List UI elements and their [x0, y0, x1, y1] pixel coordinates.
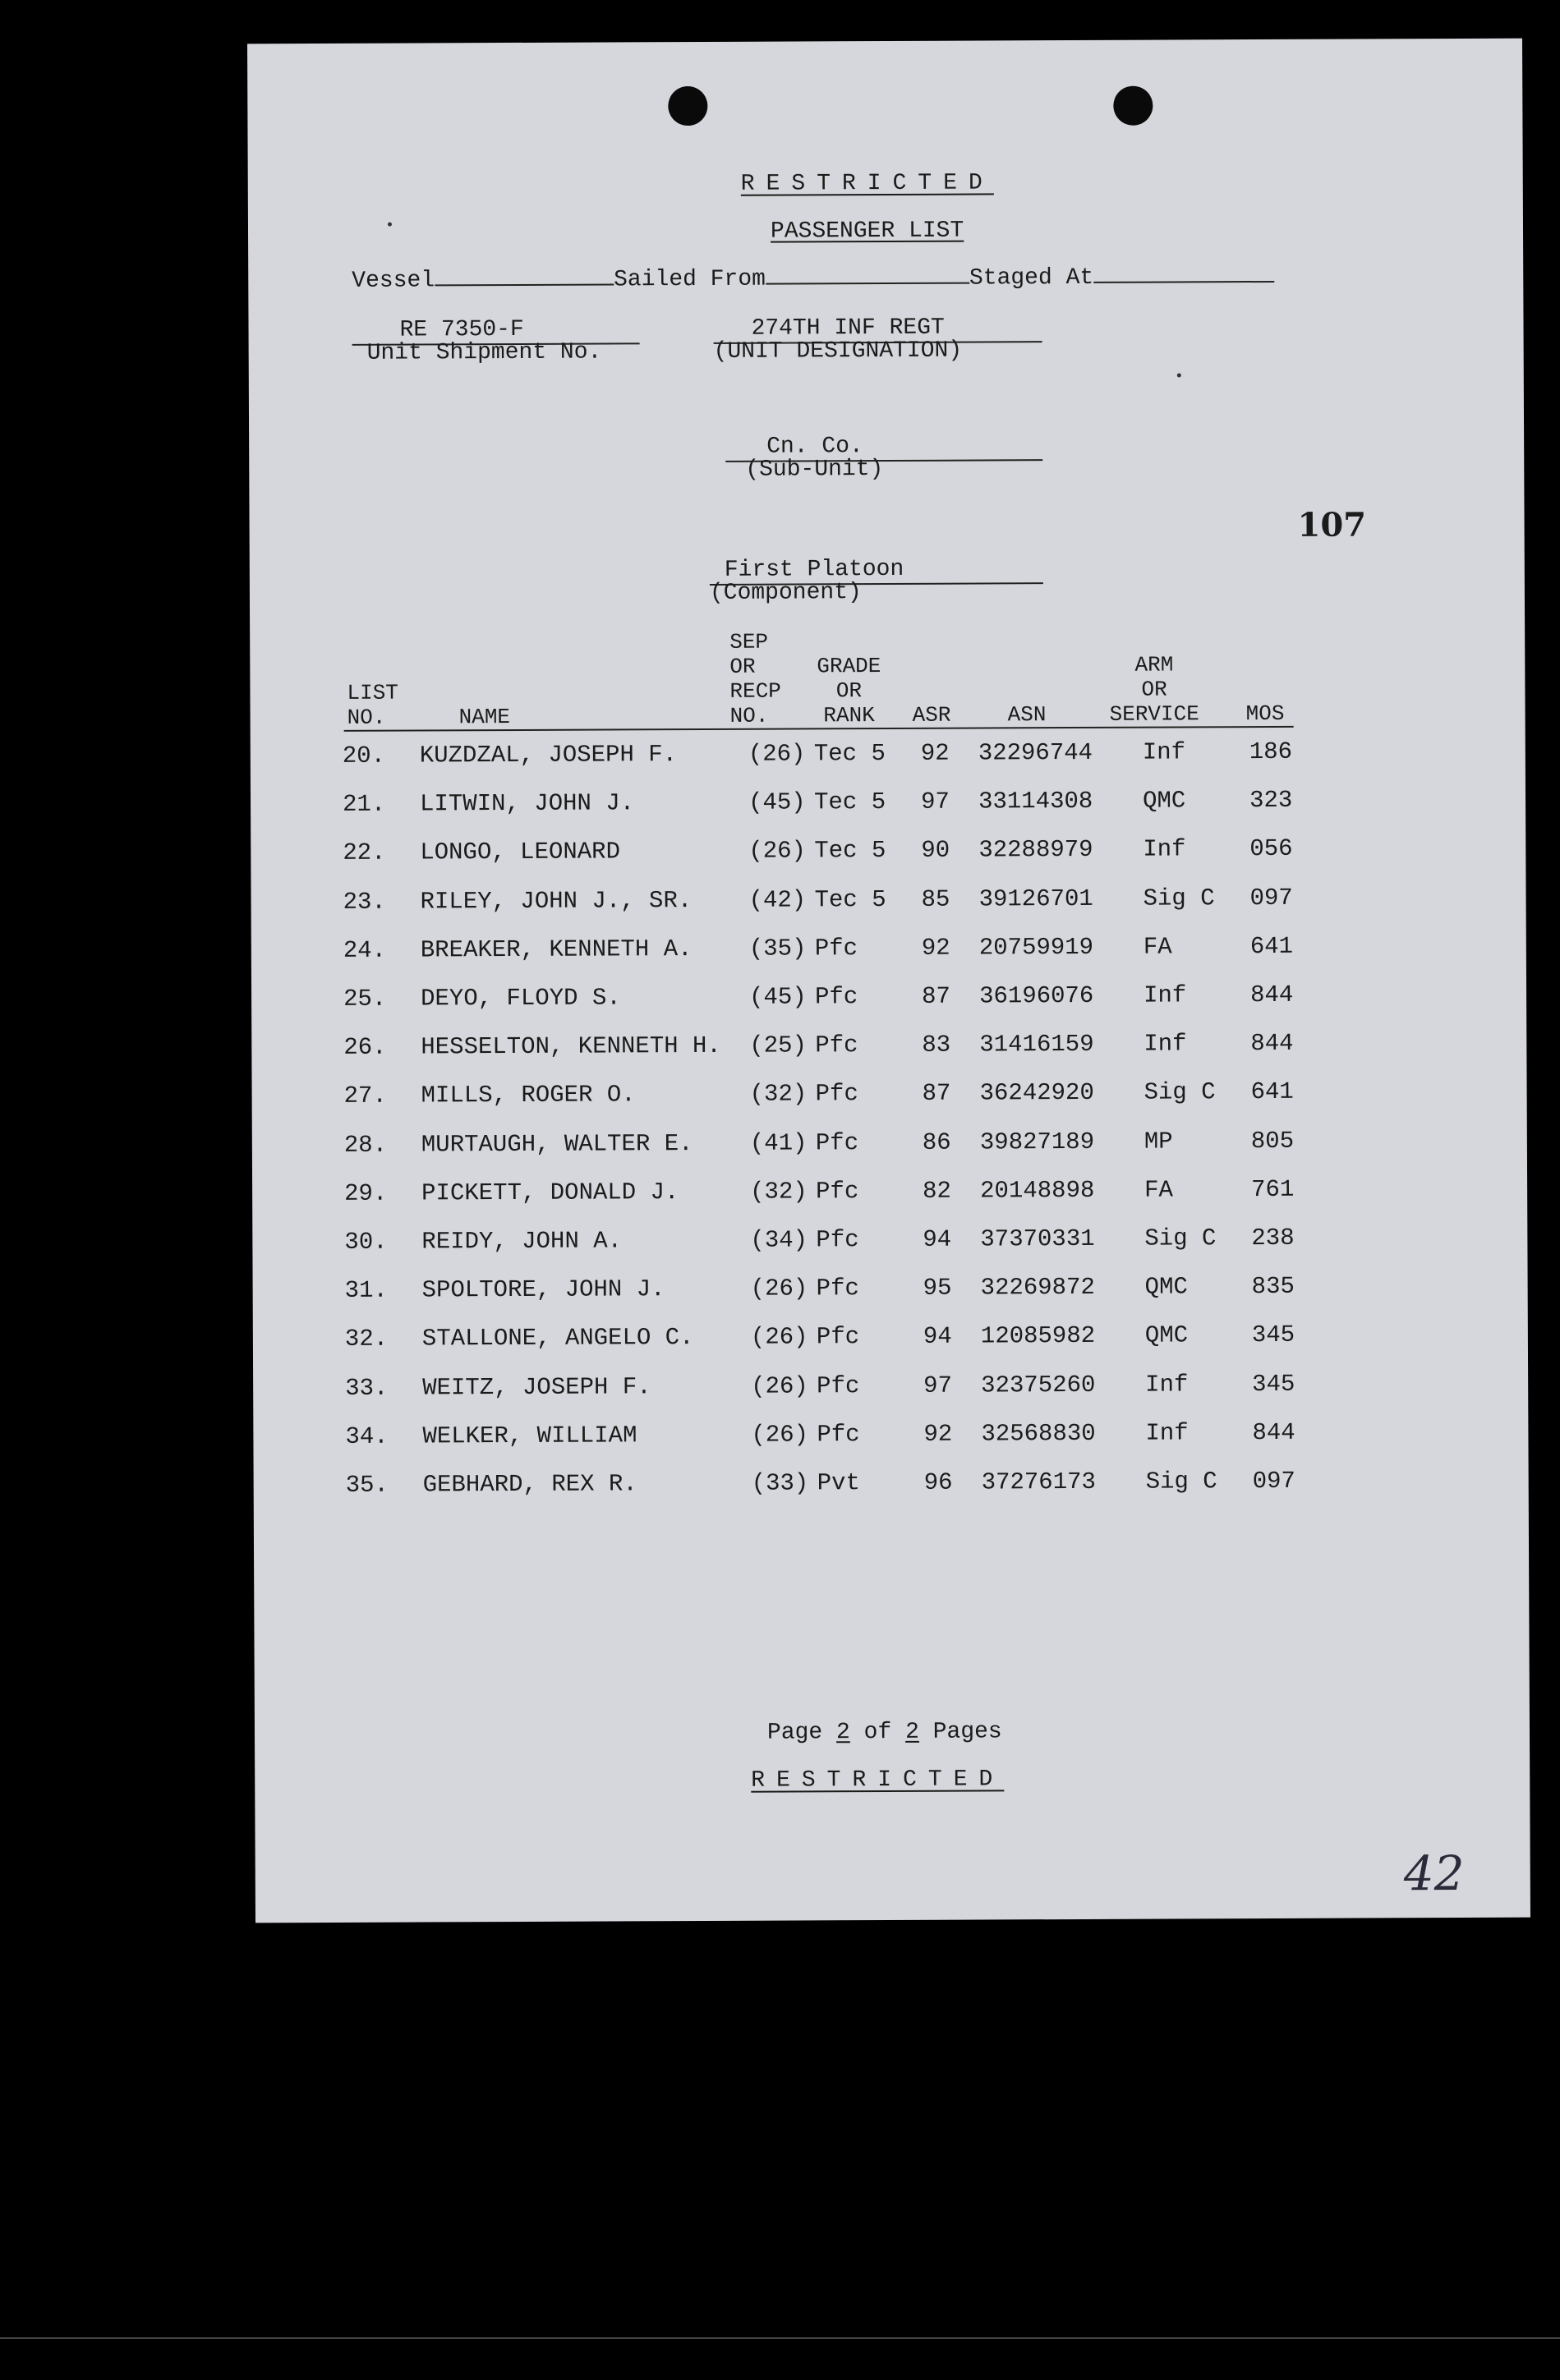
mos-cell: 761 — [1251, 1175, 1295, 1203]
sep-cell: (32) — [749, 1080, 808, 1109]
sep-cell: (26) — [750, 1323, 808, 1352]
name-cell: WELKER, WILLIAM — [422, 1422, 637, 1450]
arm-cell: FA — [1143, 933, 1172, 961]
component-label: (Component) — [709, 580, 862, 606]
col-header-asr: ASR — [912, 702, 951, 728]
asr-cell: 92 — [920, 739, 950, 767]
passenger-table — [343, 728, 1302, 1509]
name-cell: HESSELTON, KENNETH H. — [421, 1032, 721, 1061]
name-cell: DEYO, FLOYD S. — [421, 984, 621, 1013]
list-no-cell: 34. — [345, 1422, 389, 1450]
name-cell: GEBHARD, REX R. — [422, 1470, 637, 1499]
col-header-grade: GRADE OR RANK — [817, 654, 881, 728]
asn-cell: 36242920 — [979, 1079, 1094, 1107]
sep-cell: (41) — [749, 1129, 808, 1157]
asn-cell: 37370331 — [980, 1224, 1095, 1253]
list-no-cell: 22. — [343, 839, 386, 867]
asn-cell: 33114308 — [978, 788, 1093, 816]
table-row — [343, 922, 1300, 975]
page-count: Page 2 of 2 Pages — [766, 1719, 1002, 1746]
mos-cell: 844 — [1252, 1418, 1295, 1446]
table-row — [343, 1068, 1300, 1120]
col-header-name: NAME — [458, 705, 511, 730]
asr-cell: 96 — [923, 1468, 953, 1496]
sep-cell: (26) — [751, 1371, 808, 1400]
arm-cell: Sig C — [1143, 884, 1215, 912]
asr-cell: 90 — [921, 837, 950, 865]
name-cell: SPOLTORE, JOHN J. — [421, 1275, 665, 1304]
arm-cell: QMC — [1144, 1321, 1189, 1349]
name-cell: MILLS, ROGER O. — [421, 1081, 636, 1110]
punch-hole — [668, 86, 707, 126]
arm-cell: Inf — [1143, 835, 1186, 864]
asn-cell: 20759919 — [978, 933, 1094, 962]
grade-cell: Tec 5 — [814, 885, 886, 914]
table-row — [343, 825, 1299, 877]
sub-unit-value: Cn. Co. — [766, 434, 863, 460]
name-cell: PICKETT, DONALD J. — [421, 1178, 679, 1207]
unit-shipment-value: RE 7350-F — [399, 316, 524, 343]
mos-cell: 097 — [1249, 884, 1293, 912]
scan-edge-line — [0, 2337, 1560, 2339]
list-no-cell: 25. — [343, 985, 387, 1013]
grade-cell: Pfc — [817, 1420, 860, 1449]
sep-cell: (42) — [748, 886, 807, 914]
name-cell: BREAKER, KENNETH A. — [420, 935, 693, 964]
asr-cell: 92 — [923, 1420, 953, 1448]
mos-cell: 097 — [1252, 1467, 1295, 1495]
asr-cell: 85 — [921, 885, 950, 913]
grade-cell: Tec 5 — [814, 837, 886, 865]
speck — [1177, 373, 1181, 377]
sub-unit-label: (Sub-Unit) — [745, 457, 884, 483]
asr-cell: 83 — [922, 1031, 951, 1059]
sep-cell: (26) — [748, 740, 806, 768]
grade-cell: Pfc — [815, 983, 858, 1011]
arm-cell: QMC — [1144, 1273, 1188, 1301]
grade-cell: Pfc — [816, 1226, 859, 1254]
mos-cell: 835 — [1251, 1273, 1295, 1301]
mos-cell: 238 — [1251, 1224, 1295, 1252]
table-row — [343, 776, 1299, 829]
table-row — [343, 1019, 1300, 1072]
table-row — [345, 1359, 1301, 1412]
table-row — [345, 1311, 1301, 1363]
asn-cell: 20148898 — [980, 1176, 1095, 1205]
asn-cell: 32375260 — [981, 1371, 1096, 1399]
asn-cell: 32568830 — [981, 1419, 1096, 1448]
sep-cell: (45) — [749, 983, 807, 1011]
mos-cell: 345 — [1251, 1321, 1295, 1349]
name-cell: STALLONE, ANGELO C. — [421, 1324, 694, 1353]
sep-cell: (45) — [748, 788, 806, 817]
asr-cell: 97 — [923, 1371, 953, 1399]
mos-cell: 056 — [1249, 835, 1293, 863]
grade-cell: Pfc — [814, 935, 858, 963]
list-no-cell: 20. — [342, 742, 386, 770]
sep-cell: (26) — [750, 1275, 808, 1303]
grade-cell: Pfc — [817, 1371, 860, 1399]
table-row — [345, 1408, 1301, 1460]
sep-cell: (32) — [750, 1178, 808, 1206]
list-no-cell: 32. — [344, 1326, 389, 1353]
grade-cell: Pfc — [816, 1177, 859, 1206]
list-no-cell: 27. — [343, 1082, 387, 1110]
sep-cell: (25) — [749, 1031, 808, 1059]
col-header-list-no: LIST NO. — [347, 680, 398, 730]
sep-cell: (26) — [751, 1421, 809, 1449]
document-page — [247, 39, 1530, 1923]
list-no-cell: 29. — [344, 1179, 388, 1207]
list-title: PASSENGER LIST — [770, 218, 964, 245]
asr-cell: 86 — [922, 1128, 951, 1156]
table-row — [343, 971, 1300, 1023]
vessel-label: Vessel — [352, 268, 435, 294]
unit-designation-label: (UNIT DESIGNATION) — [713, 338, 963, 365]
unit-designation-value: 274TH INF REGT — [751, 315, 945, 342]
list-no-cell: 30. — [344, 1228, 388, 1256]
arm-cell: Inf — [1145, 1419, 1189, 1447]
component-value: First Platoon — [724, 556, 904, 583]
name-cell: LITWIN, JOHN J. — [419, 789, 635, 818]
asn-cell: 32269872 — [980, 1274, 1095, 1302]
arm-cell: QMC — [1142, 787, 1186, 815]
asn-cell: 36196076 — [979, 981, 1094, 1010]
arm-cell: Inf — [1144, 1030, 1187, 1058]
asr-cell: 97 — [920, 788, 950, 816]
sep-cell: (35) — [748, 935, 807, 963]
grade-cell: Pfc — [815, 1128, 859, 1156]
arm-cell: Inf — [1144, 981, 1187, 1009]
asr-cell: 87 — [922, 982, 950, 1010]
asn-cell: 39126701 — [978, 884, 1093, 913]
grade-cell: Pfc — [815, 1031, 858, 1059]
arm-cell: Sig C — [1144, 1078, 1216, 1107]
col-header-arm: ARM OR SERVICE — [1109, 652, 1199, 727]
col-header-asn: ASN — [1007, 702, 1047, 728]
vessel-row — [352, 264, 1274, 294]
list-no-cell: 24. — [343, 936, 387, 964]
mos-cell: 844 — [1250, 981, 1294, 1009]
asn-cell: 32296744 — [978, 739, 1093, 767]
name-cell: WEITZ, JOSEPH F. — [422, 1372, 651, 1402]
asn-cell: 39827189 — [979, 1128, 1095, 1156]
list-no-cell: 33. — [345, 1374, 389, 1402]
col-header-mos: MOS — [1245, 701, 1285, 727]
punch-hole — [1113, 86, 1153, 126]
name-cell: MURTAUGH, WALTER E. — [421, 1129, 693, 1159]
list-no-cell: 31. — [344, 1276, 388, 1305]
asr-cell: 87 — [922, 1080, 951, 1108]
asn-cell: 32288979 — [978, 836, 1093, 864]
list-no-cell: 26. — [343, 1033, 387, 1062]
arm-cell: MP — [1144, 1128, 1173, 1156]
name-cell: REIDY, JOHN A. — [421, 1227, 623, 1256]
mos-cell: 323 — [1249, 787, 1293, 815]
mos-cell: 844 — [1250, 1030, 1294, 1058]
handwritten-number: 42 — [1403, 1845, 1465, 1902]
table-row — [344, 1116, 1300, 1169]
mos-cell: 641 — [1250, 1078, 1294, 1106]
asn-cell: 31416159 — [979, 1031, 1094, 1059]
grade-cell: Pfc — [815, 1080, 858, 1108]
arm-cell: Sig C — [1145, 1468, 1217, 1496]
grade-cell: Tec 5 — [813, 740, 886, 768]
mos-cell: 805 — [1250, 1127, 1295, 1155]
table-row — [343, 873, 1299, 926]
table-row — [344, 1214, 1300, 1266]
asr-cell: 92 — [921, 934, 950, 962]
name-cell: RILEY, JOHN J., SR. — [420, 886, 693, 916]
unit-shipment-label: Unit Shipment No. — [366, 339, 602, 366]
list-no-cell: 21. — [342, 790, 386, 819]
table-row — [346, 1457, 1302, 1509]
col-header-sep: SEP OR RECP NO. — [729, 629, 781, 728]
classification-top: RESTRICTED — [740, 170, 994, 197]
sailed-from-label: Sailed From — [614, 266, 766, 293]
asn-cell: 37276173 — [981, 1468, 1096, 1496]
mos-cell: 641 — [1249, 932, 1294, 960]
asr-cell: 82 — [923, 1177, 952, 1205]
arm-cell: Inf — [1142, 738, 1186, 766]
mos-cell: 186 — [1249, 737, 1293, 766]
arm-cell: Inf — [1145, 1370, 1189, 1399]
asn-cell: 12085982 — [980, 1322, 1096, 1350]
table-row — [343, 728, 1299, 780]
speck — [388, 223, 392, 227]
sep-cell: (26) — [748, 837, 807, 866]
asr-cell: 94 — [923, 1225, 952, 1253]
grade-cell: Tec 5 — [813, 788, 886, 816]
grade-cell: Pfc — [816, 1323, 860, 1351]
asr-cell: 95 — [923, 1274, 952, 1302]
list-no-cell: 28. — [343, 1131, 388, 1159]
sep-cell: (34) — [750, 1226, 808, 1254]
page-number-stamp: 107 — [1297, 505, 1367, 544]
classification-bottom: RESTRICTED — [751, 1767, 1005, 1794]
table-row — [345, 1262, 1301, 1315]
staged-at-label: Staged At — [969, 264, 1094, 292]
grade-cell: Pvt — [817, 1469, 860, 1497]
name-cell: KUZDZAL, JOSEPH F. — [419, 741, 678, 770]
table-row — [344, 1165, 1300, 1218]
arm-cell: FA — [1144, 1176, 1173, 1204]
mos-cell: 345 — [1252, 1370, 1295, 1398]
name-cell: LONGO, LEONARD — [420, 838, 621, 866]
arm-cell: Sig C — [1144, 1224, 1217, 1252]
grade-cell: Pfc — [816, 1275, 859, 1303]
sep-cell: (33) — [751, 1469, 809, 1497]
list-no-cell: 23. — [343, 888, 386, 916]
list-no-cell: 35. — [345, 1471, 389, 1499]
asr-cell: 94 — [923, 1323, 952, 1351]
